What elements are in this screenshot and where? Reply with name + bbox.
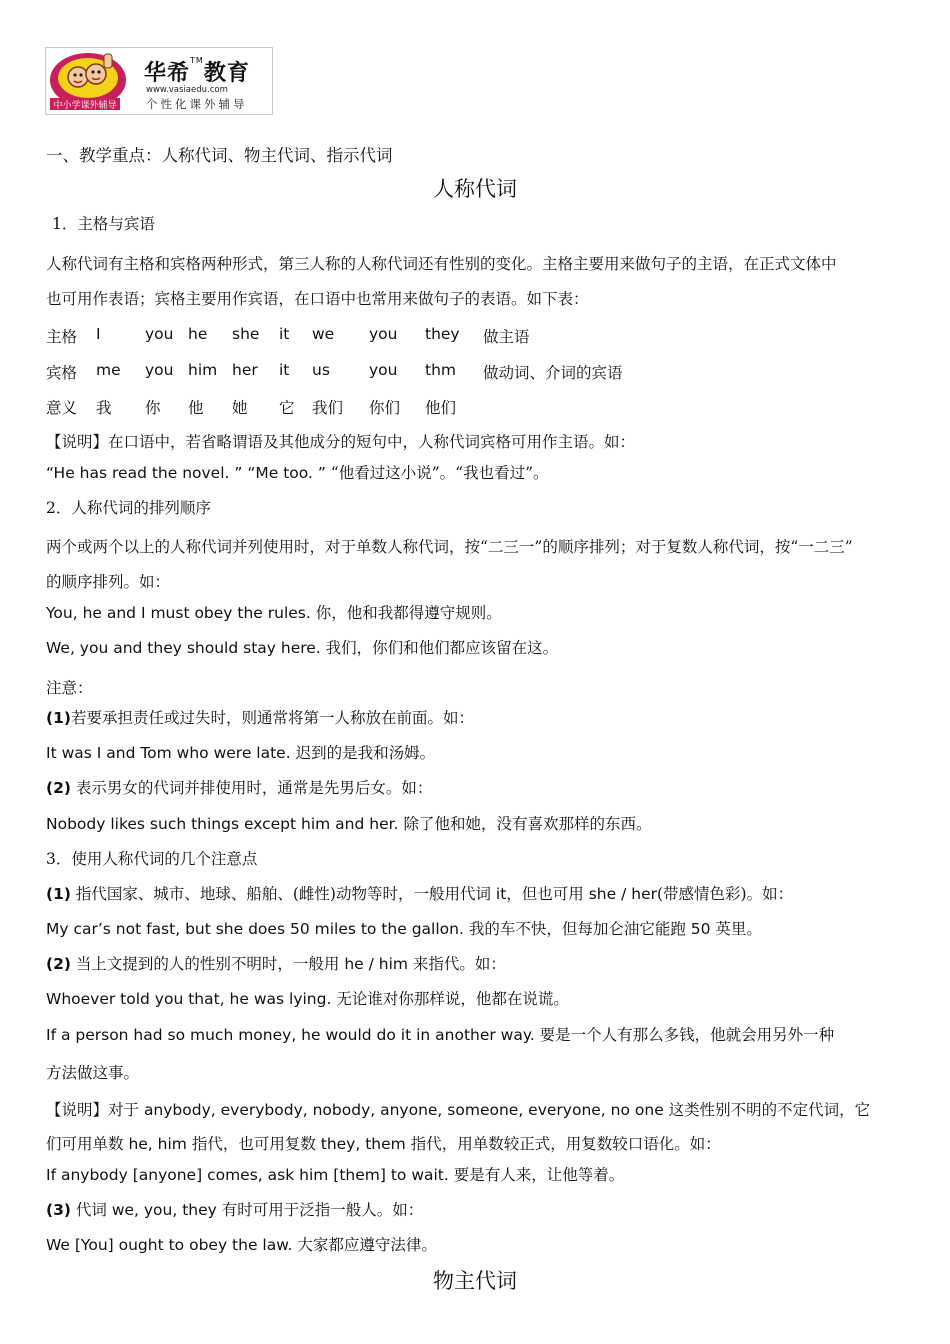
logo-badge-icon [48, 50, 134, 112]
example-6: My car’s not fast, but she does 50 miles to the gallon. 我的车不快，但每加仑油它能跑 50 英里。 [46, 920, 762, 938]
example-7: Whoever told you that, he was lying. 无论谁对你那样说，他都在说谎。 [46, 990, 569, 1008]
section-2-paragraph-1: 两个或两个以上的人称代词并列使用时，对于单数人称代词，按“二三一”的顺序排列；对于复数人称代词，按“一二三” [46, 538, 853, 556]
example-8-continued: 方法做这事。 [46, 1064, 140, 1082]
section-2-paragraph-2: 的顺序排列。如： [46, 573, 171, 591]
note-point-2: (2) 表示男女的代词并排使用时，通常是先男后女。如： [46, 779, 433, 797]
note-point-1: (1)若要承担责任或过失时，则通常将第一人称放在前面。如： [46, 709, 474, 727]
point-3-2: (2) 当上文提到的人的性别不明时，一般用 he / him 来指代。如： [46, 955, 506, 973]
example-2: You, he and I must obey the rules. 你，他和我都得遵守规则。 [46, 604, 502, 622]
section-1-paragraph-1: 人称代词有主格和宾格两种形式，第三人称的人称代词还有性别的变化。主格主要用来做句子的主语，在正式文体中 [46, 255, 837, 273]
logo-url: www.vasiaedu.com [146, 85, 228, 95]
attention-label: 注意： [46, 679, 93, 697]
example-5: Nobody likes such things except him and her. 除了他和她，没有喜欢那样的东西。 [46, 815, 652, 833]
example-1: “He has read the novel. ” “Me too. ” “他看过这小说”。“我也看过”。 [46, 464, 549, 482]
logo-slogan: 个性化课外辅导 [146, 97, 248, 111]
example-3: We, you and they should stay here. 我们，你们和他们都应该留在这。 [46, 639, 559, 657]
point-3-1: (1) 指代国家、城市、地球、船舶、(雌性)动物等时，一般用代词 it，但也可用 she / her(带感情色彩)。如： [46, 885, 794, 903]
section-1-paragraph-2: 也可用作表语；宾格主要用作宾语，在口语中也常用来做句子的表语。如下表： [46, 290, 589, 308]
example-4: It was I and Tom who were late. 迟到的是我和汤姆。 [46, 744, 436, 762]
note-2-continued: 们可用单数 he, him 指代，也可用复数 they, them 指代，用单数较正式，用复数较口语化。如： [46, 1135, 721, 1153]
table-row-meaning: 意义 我 你 他 她 它 我们 你们 他们 [46, 399, 457, 417]
table-row-nominative: 主格 I you he she it we you they 做主语 [46, 325, 530, 346]
logo-name: 华希™教育 [144, 56, 250, 86]
point-3-3: (3) 代词 we, you, they 有时可用于泛指一般人。如： [46, 1201, 424, 1219]
logo [45, 47, 273, 115]
example-8: If a person had so much money, he would do it in another way. 要是一个人有那么多钱，他就会用另外一种 [46, 1026, 835, 1044]
example-9: If anybody [anyone] comes, ask him [them] to wait. 要是有人来，让他等着。 [46, 1166, 625, 1184]
section-2-title: 2．人称代词的排列顺序 [46, 499, 211, 517]
intro-line: 一、教学重点：人称代词、物主代词、指示代词 [46, 146, 393, 165]
example-10: We [You] ought to obey the law. 大家都应遵守法律。 [46, 1236, 437, 1254]
note-1: 【说明】在口语中，若省略谓语及其他成分的短句中，人称代词宾格可用作主语。如： [46, 433, 636, 451]
section-1-title: 1．主格与宾语 [52, 215, 155, 233]
note-2: 【说明】对于 anybody, everybody, nobody, anyone, someone, everyone, no one 这类性别不明的不定代词，它 [46, 1101, 871, 1119]
heading-personal-pronouns: 人称代词 [433, 177, 517, 201]
heading-possessive-pronouns: 物主代词 [433, 1269, 517, 1293]
section-3-title: 3．使用人称代词的几个注意点 [46, 850, 258, 868]
table-row-objective: 宾格 me you him her it us you thm 做动词、介词的宾语 [46, 361, 623, 382]
logo-badge-text: 中小学课外辅导 [53, 101, 117, 111]
